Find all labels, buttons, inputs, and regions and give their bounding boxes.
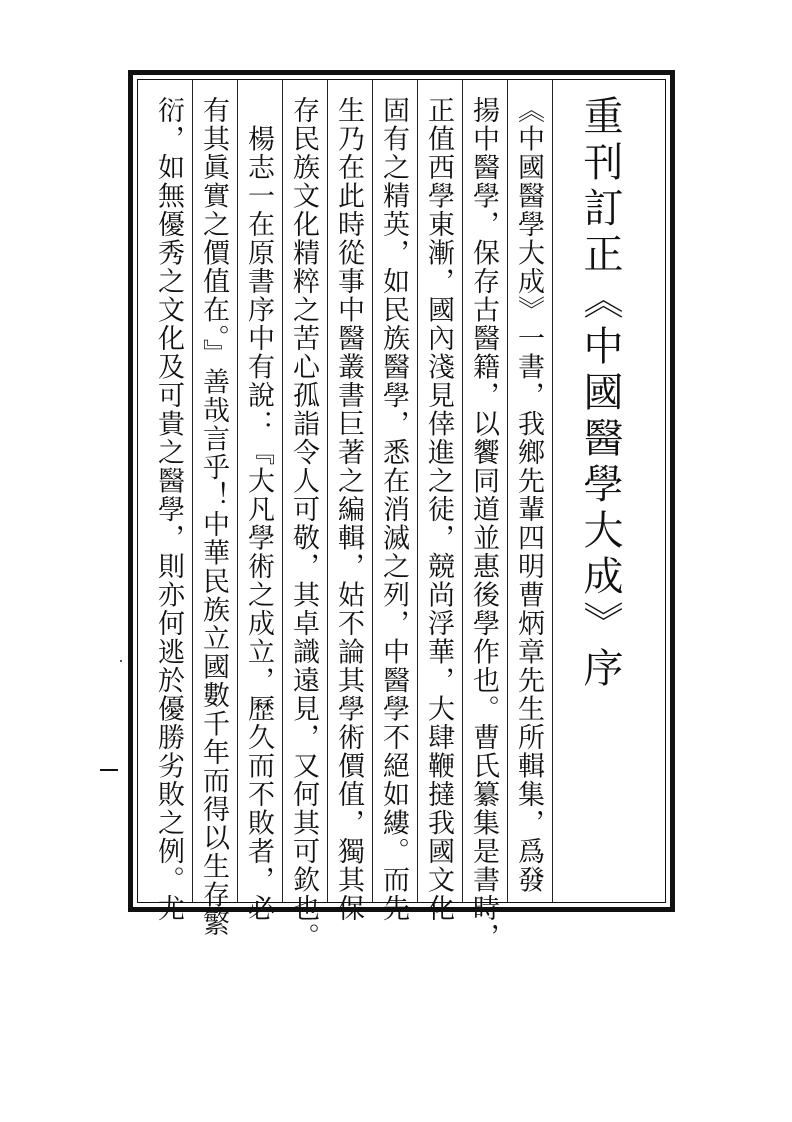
text-column-8: 有其眞實之價值在。』善哉言乎！中華民族立國數千年而得以生存繁 — [198, 96, 229, 938]
text-column-5: 生乃在此時從事中醫叢書巨著之編輯，姑不論其學術價值，獨其保 — [333, 96, 364, 923]
page-number-mark — [100, 769, 118, 771]
text-column-1: 《中國醫學大成》一書，我鄉先輩四明曹炳章先生所輯集，爲發 — [513, 96, 544, 894]
text-column-6: 存民族文化精粹之苦心孤詣令人可敬，其卓識遠見，又何其可欽也。 — [288, 96, 319, 951]
text-column-7: 楊志一在原書序中有說：『大凡學術之成立，歷久而不敗者，必 — [243, 96, 274, 923]
scan-speck — [120, 660, 122, 662]
column-rule — [552, 80, 553, 902]
text-column-2: 揚中醫學，保存古醫籍，以饗同道並惠後學作也。曹氏纂集是書時， — [468, 96, 499, 951]
text-column-3: 正值西學東漸，國內淺見倖進之徒，競尚浮華，大肆鞭撻我國文化 — [423, 96, 454, 923]
document-title: 重刊訂正《中國醫學大成》序 — [577, 95, 623, 693]
text-column-4: 固有之精英，如民族醫學，悉在消滅之列，中醫學不絕如縷。而先 — [378, 96, 409, 923]
text-column-9: 衍，如無優秀之文化及可貴之醫學，則亦何逃於優勝劣敗之例。尤 — [153, 96, 184, 923]
